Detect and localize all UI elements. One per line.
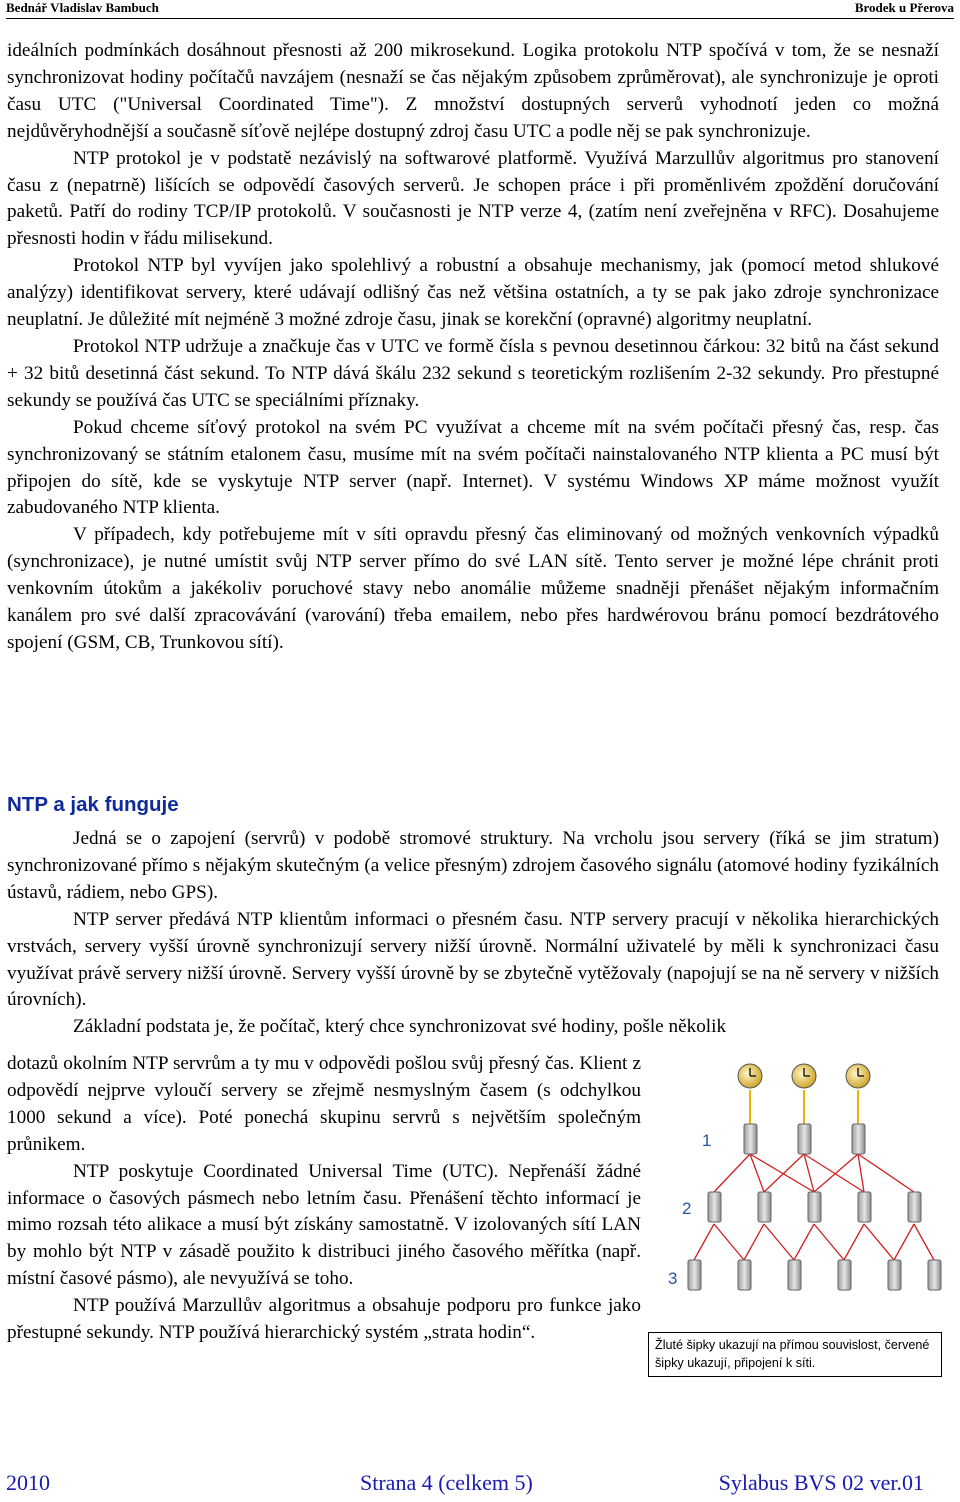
paragraph: NTP protokol je v podstatě nezávislý na softwarové platformě. Využívá Marzullův algoritmus pro stanovení času z (nepatrně) lišících se odpovědí časových serverů. Je schopen práce i při proměnlivém zpoždění doručování paketů. Patří do rodiny TCP/IP protokolů. V současnosti je NTP verze 4, (zatím není zveřejněna v RFC). Dosahujeme přesnosti hodin v řádu milisekund. [7, 147, 939, 250]
main-text [7, 38, 939, 657]
clock-icon [738, 1064, 762, 1088]
server-icon [928, 1260, 941, 1290]
header-location: Brodek u Přerova [854, 0, 954, 15]
server-icon [858, 1192, 871, 1222]
paragraph: Jedná se o zapojení (servrů) v podobě stromové struktury. Na vrcholu jsou servery (říká se jim stratum) synchronizované přímo s nějakým skutečným (a velice přesným) zdrojem časového signálu (atomové hodiny fyzikálních ústavů, rádiem, nebo GPS). [7, 828, 939, 903]
server-icon [798, 1124, 811, 1154]
level-label: 2 [682, 1199, 692, 1218]
footer-year: 2010 [6, 1470, 50, 1495]
paragraph: Protokol NTP udržuje a značkuje čas v UTC ve formě čísla s pevnou desetinnou čárkou: 32 bitů na část sekund + 32 bitů desetinná část sekund. To NTP dává škálu 232 sekund s teoretickým rozlišením 2-32 sekundy. Pro přestupné sekundy se používá čas UTC se speciálními příznaky. [7, 335, 939, 411]
page-footer [6, 1460, 924, 1500]
paragraph: NTP server předává NTP klientům informaci o přesném času. NTP servery pracují v několika hierarchických vrstvách, servery vyšší úrovně synchronizují servery nižší úrovně. Normální uživatelé by měli k synchronizaci času využívat právě servery nižší úrovně. Servery vyšší úrovně by se zbytečně vytěžovaly (napojují se na ně servery v nižších úrovních). [7, 908, 939, 1011]
paragraph: V případech, kdy potřebujeme mít v síti opravdu přesný čas eliminovaný od možných venkovních výpadků (synchronizace), je nutné umístit svůj NTP server přímo do své LAN sítě. Tento server je možné lépe chránit proti venkovním útokům a jakékoliv poruchové stavy nebo anomálie můžeme snadněji přenášet nějakým informačním kanálem pro své další zpracovávání (varování) třeba emailem, nebo přes hardwérovou bránu pomocí bezdrátového spojení (GSM, CB, Trunkovou sítí). [7, 524, 939, 653]
section-text-narrow [7, 1051, 641, 1347]
ntp-hierarchy-diagram [668, 1058, 946, 1330]
section-heading: NTP a jak funguje [7, 793, 179, 816]
server-icon [788, 1260, 801, 1290]
paragraph: Základní podstata je, že počítač, který chce synchronizovat své hodiny, pošle několik [73, 1016, 727, 1038]
server-icon [688, 1260, 701, 1290]
clock-icon [792, 1064, 816, 1088]
server-icon [888, 1260, 901, 1290]
header-author: Bednář Vladislav Bambuch [6, 0, 159, 15]
footer-page-number: Strana 4 (celkem 5) [360, 1470, 533, 1495]
section-text [7, 826, 939, 1041]
level-label: 3 [668, 1269, 678, 1288]
server-icon [838, 1260, 851, 1290]
paragraph: Pokud chceme síťový protokol na svém PC využívat a chceme mít na svém počítači přesný čas, resp. čas synchronizovaný se státním etalonem času, musíme mít na svém počítači nainstalovaného NTP klienta a PC musí být připojen do sítě, kde se vyskytuje NTP server (např. Internet). V systému Windows XP máme možnost využít zabudovaného NTP klienta. [7, 416, 939, 519]
paragraph: dotazů okolním NTP servrům a ty mu v odpovědi pošlou svůj přesný čas. Klient z odpovědí nejprve vyloučí servery se zřejmě nesmyslným časem (s odchylkou 1000 sekund a více). Poté ponechá skupinu servrů s největším společným průnikem. [7, 1053, 641, 1155]
paragraph: ideálních podmínkách dosáhnout přesnosti až 200 mikrosekund. Logika protokolu NTP spočívá v tom, že se nesnaží synchronizovat hodiny počítačů navzájem (nesnaží se čas nějakým způsobem zprůměrovat), ale synchronizuje je oproti času UTC ("Universal Coordinated Time"). Z množství dostupných serverů vyhodnotí jeden co možná nejdůvěryhodnější a současně síťově nejlépe dostupný zdroj času UTC a podle něj se pak synchronizuje. [7, 40, 939, 142]
server-icon [744, 1124, 757, 1154]
paragraph: NTP používá Marzullův algoritmus a obsahuje podporu pro funkce jako přestupné sekundy. NTP používá hierarchický systém „strata hodin“. [7, 1295, 641, 1344]
level-label: 1 [702, 1131, 712, 1150]
server-icon [852, 1124, 865, 1154]
paragraph: Protokol NTP byl vyvíjen jako spolehlivý a robustní a obsahuje mechanismy, jak (pomocí metod shlukové analýzy) identifikovat servery, které udávají odlišný čas než většina ostatních, a ty se pak jako zdroje synchronizace neuplatní. Je důležité mít nejméně 3 možné zdroje času, jinak se korekční (opravné) algoritmy neuplatní. [7, 255, 939, 331]
server-icon [708, 1192, 721, 1222]
footer-document-id: Sylabus BVS 02 ver.01 [718, 1470, 924, 1495]
paragraph: NTP poskytuje Coordinated Universal Time (UTC). Nepřenáší žádné informace o časových pásmech nebo letním času. Přenášení těchto informací je mimo rozsah této alikace a musí být získány samostatně. V izolovaných sítí LAN by mohlo být NTP v zásadě použito k distribuci jiného časového měřítka (např. místní časové pásmo), ale nevyužívá se toho. [7, 1160, 641, 1290]
figure-caption: Žluté šipky ukazují na přímou souvislost, červené šipky ukazují, připojení k síti. [648, 1332, 942, 1377]
clock-icon [846, 1064, 870, 1088]
server-icon [808, 1192, 821, 1222]
server-icon [758, 1192, 771, 1222]
server-icon [908, 1192, 921, 1222]
server-icon [738, 1260, 751, 1290]
page-header [6, 0, 954, 19]
ntp-hierarchy-figure [668, 1058, 946, 1330]
